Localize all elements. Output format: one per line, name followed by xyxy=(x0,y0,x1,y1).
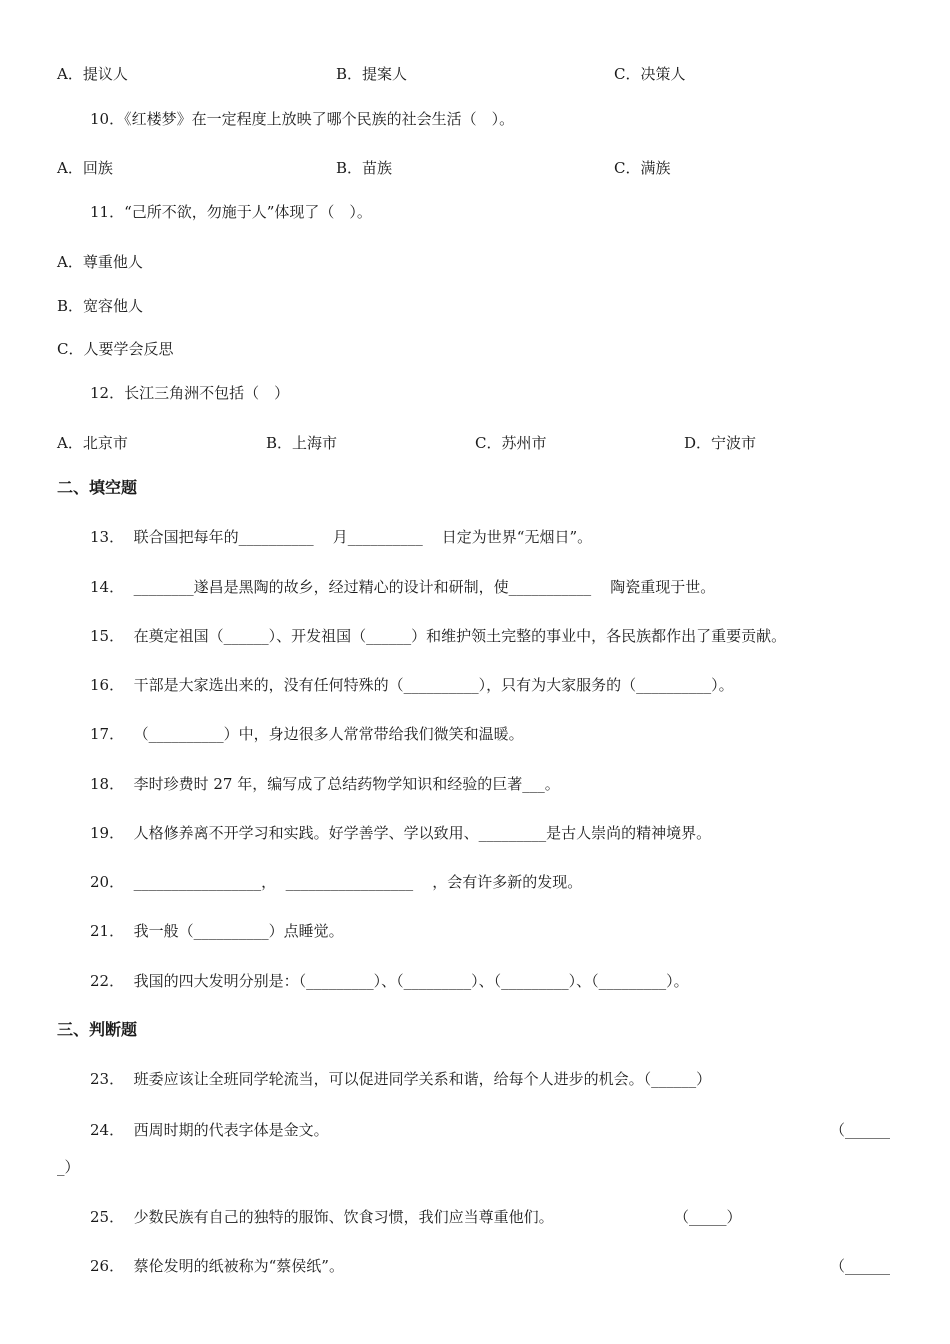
q20: 20． _________________， _________________ ，会有许多新的发现。 xyxy=(90,873,583,891)
q22: 22． 我国的四大发明分别是：（_________）、（_________）、（_________）、（_________）。 xyxy=(90,972,689,990)
q14: 14． ________遂昌是黑陶的故乡，经过精心的设计和研制，使___________ 陶瓷重现于世。 xyxy=(90,578,716,596)
q24-answer-tail: _） xyxy=(57,1158,80,1176)
q12-option-c: C．苏州市 xyxy=(475,434,547,452)
q13: 13． 联合国把每年的__________ 月__________ 日定为世界“无烟日”。 xyxy=(90,528,593,546)
section-title-judgement: 三、判断题 xyxy=(57,1020,138,1039)
q26: 26． 蔡伦发明的纸被称为“蔡侯纸”。 xyxy=(90,1257,344,1275)
q12-option-a: A．北京市 xyxy=(57,434,128,452)
q11-option-a: A．尊重他人 xyxy=(57,253,143,271)
q11-stem: 11．“己所不欲，勿施于人”体现了（ ）。 xyxy=(90,203,372,221)
q24: 24． 西周时期的代表字体是金文。 xyxy=(90,1121,329,1139)
q23: 23． 班委应该让全班同学轮流当，可以促进同学关系和谐，给每个人进步的机会。（______） xyxy=(90,1070,712,1088)
q11-option-c: C．人要学会反思 xyxy=(57,340,174,358)
q9-option-c: C．决策人 xyxy=(614,65,686,83)
q25: 25． 少数民族有自己的独特的服饰、饮食习惯，我们应当尊重他们。 xyxy=(90,1208,554,1226)
q16: 16． 干部是大家选出来的，没有任何特殊的（__________），只有为大家服务的（__________）。 xyxy=(90,676,734,694)
q12-stem: 12．长江三角洲不包括（ ） xyxy=(90,384,290,402)
q10-stem: 10．《红楼梦》在一定程度上放映了哪个民族的社会生活（ ）。 xyxy=(90,110,515,128)
q10-option-a: A．回族 xyxy=(57,159,113,177)
q12-option-d: D．宁波市 xyxy=(684,434,757,452)
q10-option-b: B．苗族 xyxy=(336,159,393,177)
q17: 17． （__________）中，身边很多人常常带给我们微笑和温暖。 xyxy=(90,725,524,743)
q10-option-c: C．满族 xyxy=(614,159,671,177)
q18: 18． 李时珍费时 27 年，编写成了总结药物学知识和经验的巨著___。 xyxy=(90,775,560,793)
q25-answer-paren: （_____） xyxy=(674,1208,742,1226)
q21: 21． 我一般（__________）点睡觉。 xyxy=(90,922,344,940)
q11-option-b: B．宽容他人 xyxy=(57,297,144,315)
q19: 19． 人格修养离不开学习和实践。好学善学、学以致用、_________是古人崇尚的精神境界。 xyxy=(90,824,712,842)
q9-option-a: A．提议人 xyxy=(57,65,128,83)
q24-answer-paren: （______ xyxy=(830,1121,891,1139)
q9-option-b: B．提案人 xyxy=(336,65,408,83)
q26-answer-paren: （______ xyxy=(830,1257,891,1275)
q15: 15． 在奠定祖国（______）、开发祖国（______）和维护领土完整的事业中，各民族都作出了重要贡献。 xyxy=(90,627,787,645)
q12-option-b: B．上海市 xyxy=(266,434,338,452)
section-title-fill-in: 二、填空题 xyxy=(57,478,138,497)
